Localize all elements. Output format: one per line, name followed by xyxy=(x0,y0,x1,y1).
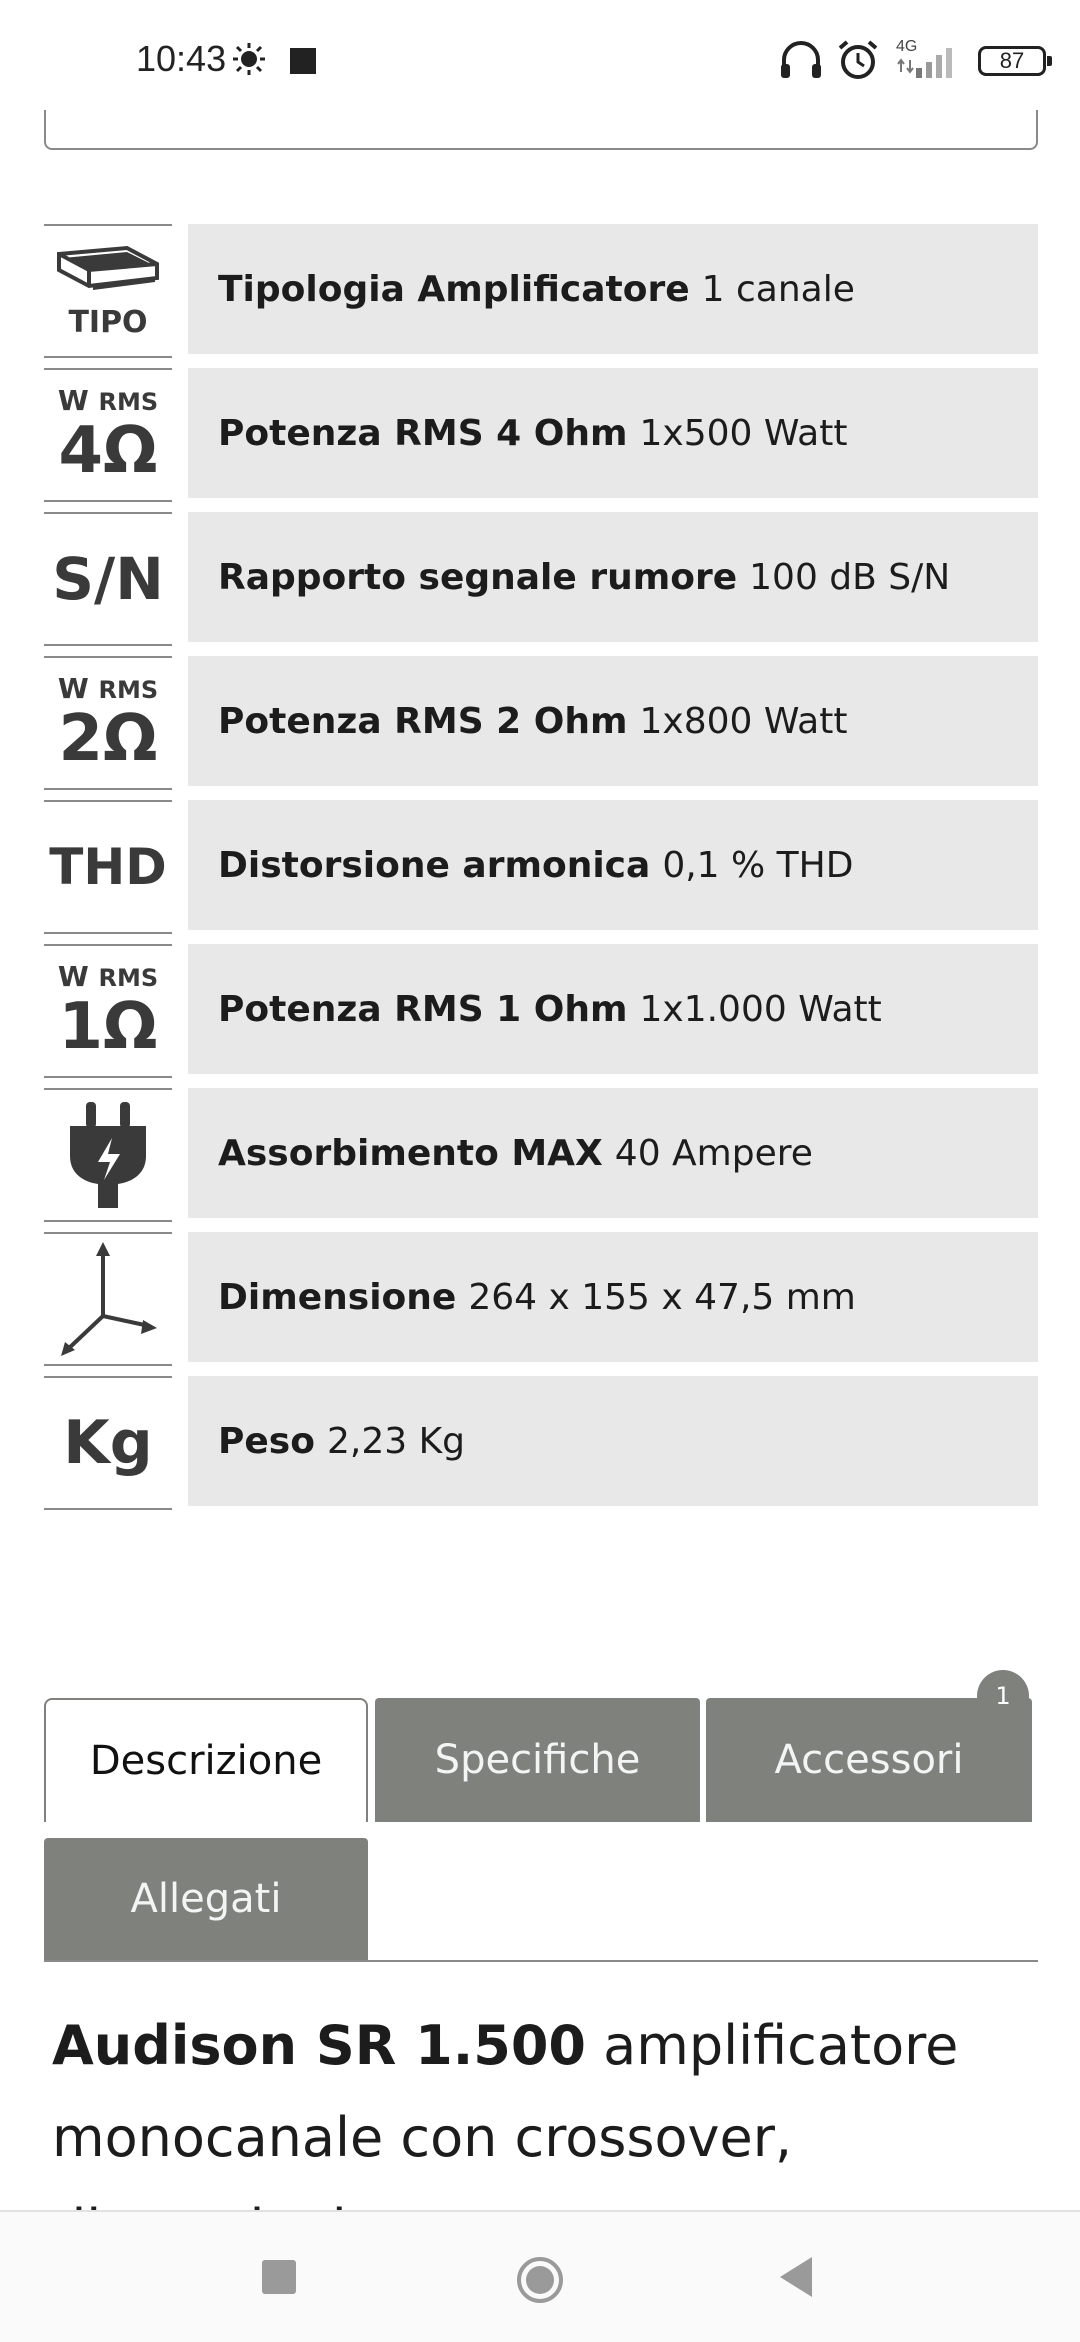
description-text: amplificatore monocanale con crossover, xyxy=(52,2014,959,2169)
product-name: Audison SR 1.500 xyxy=(52,2014,586,2077)
spec-cell xyxy=(188,1088,1038,1218)
icon-rms-text: RMS xyxy=(98,388,159,416)
spec-value: 1x1.000 Watt xyxy=(639,988,882,1030)
spec-value: 40 Ampere xyxy=(614,1132,813,1174)
spec-cell xyxy=(188,368,1038,498)
accessori-count-badge: 1 xyxy=(977,1670,1029,1722)
spec-value: 100 dB S/N xyxy=(749,556,951,598)
status-time: 10:43 xyxy=(136,38,227,79)
spec-label: Distorsione armonica xyxy=(218,844,651,886)
icon-rms-text: RMS xyxy=(98,676,159,704)
spec-icon-text: THD xyxy=(49,838,167,896)
spec-icon-text: TIPO xyxy=(68,305,148,340)
spec-cell xyxy=(188,224,1038,354)
spec-cell xyxy=(188,800,1038,930)
amplifier-type-icon xyxy=(44,224,172,358)
status-bar xyxy=(0,0,1080,110)
axes-icon xyxy=(53,1240,163,1358)
icon-ohm-text: 2Ω xyxy=(58,702,158,776)
rms-4ohm-icon xyxy=(44,368,172,502)
recents-button[interactable] xyxy=(262,2260,296,2294)
spec-value: 1x500 Watt xyxy=(639,412,848,454)
tab-allegati[interactable]: Allegati xyxy=(44,1838,368,1960)
tab-divider xyxy=(44,1960,1038,1962)
spec-row xyxy=(44,510,1038,654)
brightness-icon xyxy=(232,42,266,76)
icon-w-text: W xyxy=(57,672,89,705)
icon-rms-text: RMS xyxy=(98,964,159,992)
spec-icon-text: Kg xyxy=(63,1408,153,1478)
spec-cell xyxy=(188,1232,1038,1362)
icon-w-text: W xyxy=(57,960,89,993)
spec-cell xyxy=(188,656,1038,786)
rms-2ohm-icon xyxy=(44,656,172,790)
dimensions-axes-icon xyxy=(44,1232,172,1366)
icon-w-text: W xyxy=(57,384,89,417)
spec-row xyxy=(44,1374,1038,1518)
spec-cell xyxy=(188,944,1038,1074)
spec-row xyxy=(44,1086,1038,1230)
spec-value: 1x800 Watt xyxy=(639,700,848,742)
spec-label: Potenza RMS 4 Ohm xyxy=(218,412,628,454)
back-button[interactable] xyxy=(778,2255,814,2299)
icon-ohm-text: 4Ω xyxy=(58,414,158,488)
alarm-icon xyxy=(836,38,880,82)
spec-label: Assorbimento MAX xyxy=(218,1132,603,1174)
tab-specifiche[interactable]: Specifiche xyxy=(375,1698,700,1822)
spec-icon-text: S/N xyxy=(52,545,164,613)
spec-label: Rapporto segnale rumore xyxy=(218,556,738,598)
weight-icon xyxy=(44,1376,172,1510)
spec-label: Peso xyxy=(218,1420,315,1462)
icon-ohm-text: 1Ω xyxy=(58,990,158,1064)
rms-1ohm-icon xyxy=(44,944,172,1078)
spec-label: Potenza RMS 2 Ohm xyxy=(218,700,628,742)
headphones-icon xyxy=(778,38,824,82)
spec-row xyxy=(44,366,1038,510)
spec-cell xyxy=(188,1376,1038,1506)
battery-indicator: 87 xyxy=(978,46,1046,76)
power-plug-icon xyxy=(44,1088,172,1222)
spec-value: 1 canale xyxy=(701,268,855,310)
spec-row xyxy=(44,654,1038,798)
spec-row xyxy=(44,798,1038,942)
spec-cell xyxy=(188,512,1038,642)
notification-icon xyxy=(290,48,316,74)
signal-icon xyxy=(894,38,964,82)
plug-icon xyxy=(66,1100,150,1210)
amplifier-icon xyxy=(53,244,163,306)
spec-value: 264 x 155 x 47,5 mm xyxy=(468,1276,856,1318)
spec-list xyxy=(44,222,1038,1518)
spec-value: 0,1 % THD xyxy=(662,844,854,886)
tab-accessori[interactable]: Accessori xyxy=(706,1698,1032,1822)
network-type: 4G xyxy=(896,38,918,55)
spec-value: 2,23 Kg xyxy=(326,1420,466,1462)
home-button[interactable] xyxy=(515,2255,565,2305)
spec-row xyxy=(44,222,1038,366)
spec-label: Potenza RMS 1 Ohm xyxy=(218,988,628,1030)
tab-descrizione[interactable]: Descrizione xyxy=(44,1698,368,1822)
spec-row xyxy=(44,942,1038,1086)
thd-icon xyxy=(44,800,172,934)
spec-row xyxy=(44,1230,1038,1374)
sn-ratio-icon xyxy=(44,512,172,646)
spec-label: Dimensione xyxy=(218,1276,457,1318)
spec-label: Tipologia Amplificatore xyxy=(218,268,690,310)
